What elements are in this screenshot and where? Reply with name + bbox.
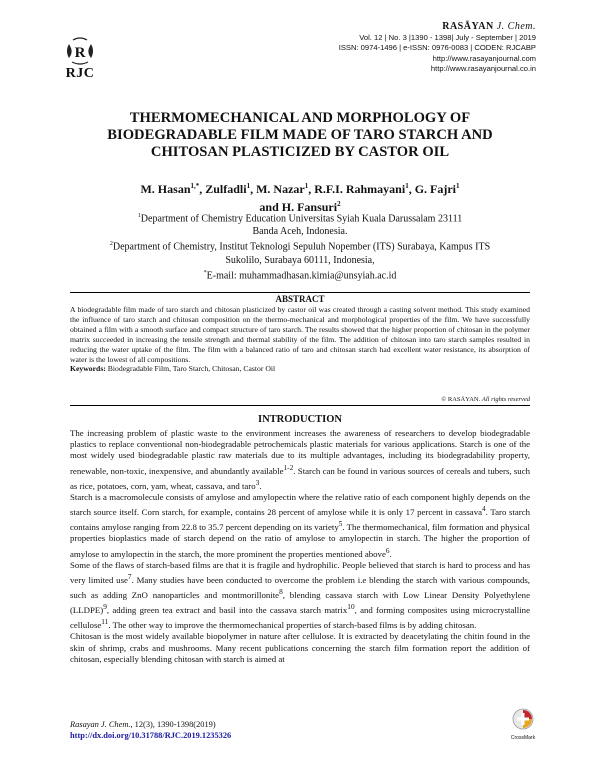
journal-name: RASĀYAN J. Chem. [442, 21, 536, 32]
crossmark-label: CrossMark [510, 735, 536, 741]
crossmark-badge[interactable] [508, 708, 538, 741]
journal-url-2[interactable]: http://www.rasayanjournal.co.in [430, 64, 536, 74]
intro-paragraph-3: Some of the flaws of starch-based films are that it is fragile and hydrophilic. People believed that starch is hard to process and has very limited use$^7$. Many studies have been conducted to overcome the problem i.e blending the starch with various compounds, such as adding ZnO nanoparticles and montmorillonite$^8$, blending cassava starch with Low Linear Density Polyethylene (LLDPE)$^9$, adding green tea extract and basil into the cassava starch matrix$^{10}$, and forming composites using microcrystalline cellulose$^{11}$. The other way to improve the thermomechanical properties of starch-based films is by adding chitosan. [70, 559, 530, 631]
abstract-text: A biodegradable film made of taro starch and chitosan plasticized by castor oil was created through a casting solvent method. This study examined the influence of taro starch and chitosan composition on the thermo-mechanical and morphological properties of the film. We have successfully obtained a film with a smooth surface and compact structure of taro starch. The results showed that the higher proportion of chitosan in the polymer matrix succeeded in increasing the tensile strength and thermal stability of the film. The addition of chitosan into taro starch samples resulted in reducing the water uptake of the film. The film with a balanced ratio of taro and chitosan starch had excellent water resistance, its absorption of water is the lowest of all compositions. [70, 305, 530, 364]
crossmark-icon [512, 708, 534, 730]
intro-paragraph-4: Chitosan is the most widely available biopolymer in nature after cellulose. It is extracted by deacetylating the chitin found in the skin of shrimp, crabs and mushrooms. Many recent publications concerning the starch film formation report the addition of chitosan, especially blending chitosan with starch is aimed at [70, 631, 530, 664]
abstract-heading: ABSTRACT [275, 294, 325, 304]
introduction-heading: INTRODUCTION [257, 414, 342, 425]
logo-letter: R [74, 45, 86, 61]
author-list: M. Hasan$^{1,*}$, Zulfadli$^1$, M. Nazar$^1$, R.F.I. Rahmayani$^1$, G. Fajri$^1$ and H. Fansuri$^2$ [140, 182, 460, 214]
keywords-line: Keywords: Biodegradable Film, Taro Starch, Chitosan, Castor Oil [70, 364, 276, 374]
volume-line: Vol. 12 | No. 3 |1390 - 1398| July - September | 2019 [359, 32, 536, 42]
abstract-top-rule [70, 292, 530, 293]
abstract-body [70, 305, 530, 374]
copyright-notice: © RASĀYAN. All rights reserved [441, 396, 530, 403]
issn-line: ISSN: 0974-1496 | e-ISSN: 0976-0083 | CODEN: RJCABP [338, 43, 536, 53]
logo-abbr: RJC [65, 66, 95, 81]
page-footer [70, 719, 231, 741]
journal-logo [60, 34, 100, 82]
author-email: E-mail: muhammadhasan.kimia@unsyiah.ac.id [206, 269, 397, 281]
journal-header [339, 22, 536, 75]
abstract-bottom-rule [70, 405, 530, 406]
journal-url-1[interactable]: http://www.rasayanjournal.com [432, 53, 536, 63]
citation-line: Rasayan J. Chem., 12(3), 1390-1398(2019) [70, 720, 216, 729]
intro-paragraph-2: Starch is a macromolecule consists of amylose and amylopectin where the relative ratio of each component highly depends on the starch source itself. Corn starch, for example, contains 28 percent of amylose while it is only 17 percent in cassava$^4$. Taro starch contains amylose ranging from 22.8 to 35.7 percent depending on its variety$^5$. The thermomechanical, film formation and physical properties bioplastics made of starch depend on the ratio of amylose to amylopectin in starch. The higher the proportion of amylose to amylopectin in the starch, the more prominent the properties mentioned above$^6$. [70, 491, 530, 559]
paper-title: THERMOMECHANICAL AND MORPHOLOGY OF BIODEGRADABLE FILM MADE OF TARO STARCH AND CHITOSAN PLASTICIZED BY CASTOR OIL [107, 110, 493, 160]
journal-emblem-icon [63, 34, 97, 68]
introduction-body [70, 428, 530, 665]
intro-paragraph-1: The increasing problem of plastic waste to the environment increases the awareness of researchers to develop biodegradable plastics to replace conventional non-biodegradable petrochemicals plastic materials for various applications. Starch is one of the most widely used biodegradable plastic raw materials due to its multiple advantages, including its biodegradability property, renewable, non-toxic, inexpensive, and abundantly available$^{1-2}$. Starch can be found in various sources of cereals and tubers, such as rice, potatoes, corn, yam, wheat, cassava, and taro$^3$. [70, 428, 530, 491]
affiliations: $^1$Department of Chemistry Education Universitas Syiah Kuala Darussalam 23111 Banda Aceh, Indonesia. $^2$Department of Chemistry, Institut Teknologi Sepuluh Nopember (ITS) Surabaya, Kampus ITS Sukolilo, Surabaya 60111, Indonesia, *E-mail: muhammadhasan.kimia@unsyiah.ac.id [109, 213, 491, 281]
doi-link[interactable]: http://dx.doi.org/10.31788/RJC.2019.1235326 [70, 731, 232, 740]
